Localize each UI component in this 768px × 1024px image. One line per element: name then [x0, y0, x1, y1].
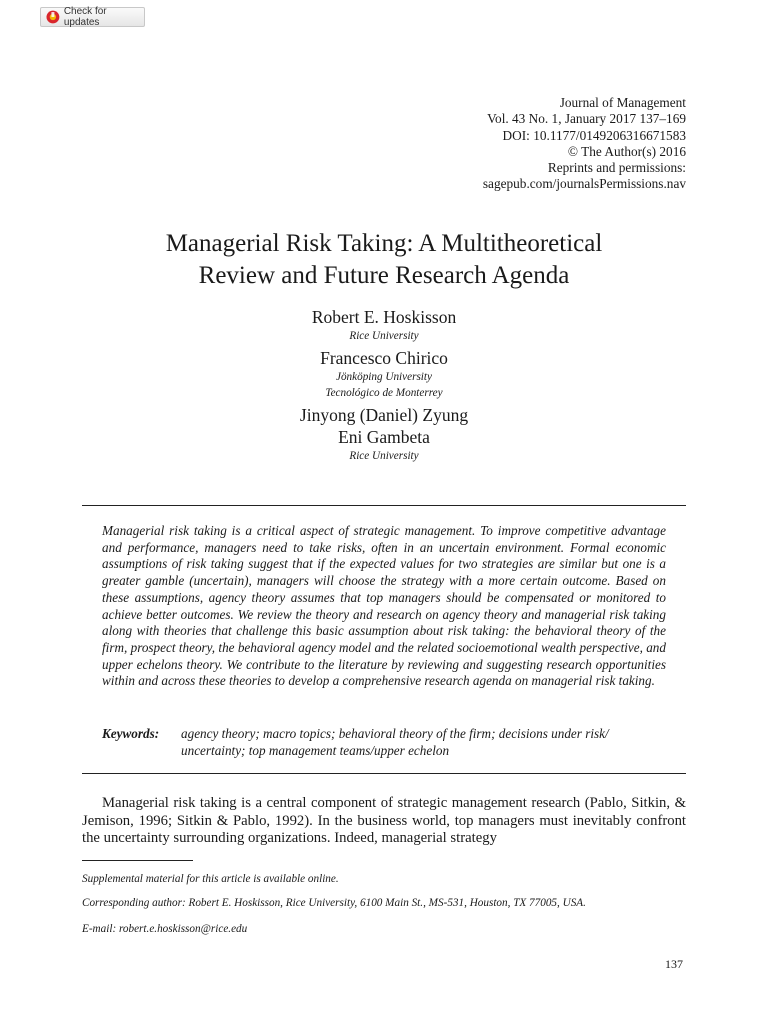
abstract: Managerial risk taking is a critical aspect of strategic management. To improve competitive advantage and performance, managers need to take risks, often in an uncertain environment. Formal economic assumptions of risk taking suggest that if the expected values for two strategies are similar but one is a greater gamble (uncertain), managers will choose the strategy with a more certain outcome. Based on these assumptions, agency theory assumes that top managers should be compensated or monitored to achieve better outcomes. We review the theory and research on agency theory and managerial risk taking along with theories that challenge this basic assumption about risk taking: the behavioral theory of the firm, prospect theory, the behavioral agency model and the related socioemotional wealth perspective, and upper echelons theory. We contribute to the literature by reviewing and suggesting research opportunities within and across these theories to develop a comprehensive research agenda on managerial risk taking.	[102, 523, 666, 689]
author-affiliation: Rice University	[349, 450, 419, 462]
abstract-bottom-rule	[82, 773, 686, 774]
keywords-label: Keywords:	[102, 726, 160, 741]
journal-volume: Vol. 43 No. 1, January 2017 137–169	[487, 111, 686, 127]
keywords-text: agency theory; macro topics; behavioral theory of the firm; decisions under risk/ uncertainty; top management teams/upper echelon	[181, 726, 609, 758]
article-title	[0, 228, 768, 292]
body-paragraph: Managerial risk taking is a central component of strategic management research (Pablo, Sitkin, & Jemison, 1996; Sitkin & Pablo, 1992). In the business world, top managers must inevitably confront the uncertainty surrounding organizations. Indeed, managerial strategy	[82, 795, 686, 847]
abstract-top-rule	[82, 505, 686, 506]
footnote-supplemental: Supplemental material for this article is available online.	[82, 873, 339, 885]
article-title-line-1: Managerial Risk Taking: A Multitheoretical	[165, 230, 603, 257]
keywords	[102, 725, 666, 759]
author-list	[0, 306, 768, 464]
check-for-updates-icon	[46, 10, 60, 24]
check-for-updates-label: Check for updates	[63, 6, 107, 28]
journal-info	[483, 95, 686, 193]
author-affiliation: Rice University	[349, 330, 419, 342]
check-for-updates-button[interactable]	[40, 7, 145, 27]
footnote-corresponding-author: Corresponding author: Robert E. Hoskisson, Rice University, 6100 Main St., MS-531, Houston, TX 77005, USA.	[82, 897, 586, 909]
journal-name: Journal of Management	[559, 95, 686, 110]
article-title-line-2: Review and Future Research Agenda	[198, 262, 570, 289]
journal-reprints-link[interactable]: sagepub.com/journalsPermissions.nav	[482, 176, 686, 192]
footnote-email[interactable]: E-mail: robert.e.hoskisson@rice.edu	[82, 923, 248, 935]
author-name: Robert E. Hoskisson	[311, 307, 457, 327]
author-affiliation: Tecnológico de Monterrey	[325, 387, 443, 399]
journal-copyright: © The Author(s) 2016	[567, 143, 686, 159]
author-name: Francesco Chirico	[320, 348, 448, 368]
author-name: Eni Gambeta	[338, 427, 430, 447]
journal-doi: DOI: 10.1177/0149206316671583	[502, 127, 686, 143]
page-number: 137	[665, 957, 683, 971]
footnote-rule	[82, 860, 193, 861]
journal-reprints: Reprints and permissions:	[547, 160, 686, 176]
author-name: Jinyong (Daniel) Zyung	[299, 405, 469, 425]
author-affiliation: Jönköping University	[335, 371, 432, 383]
